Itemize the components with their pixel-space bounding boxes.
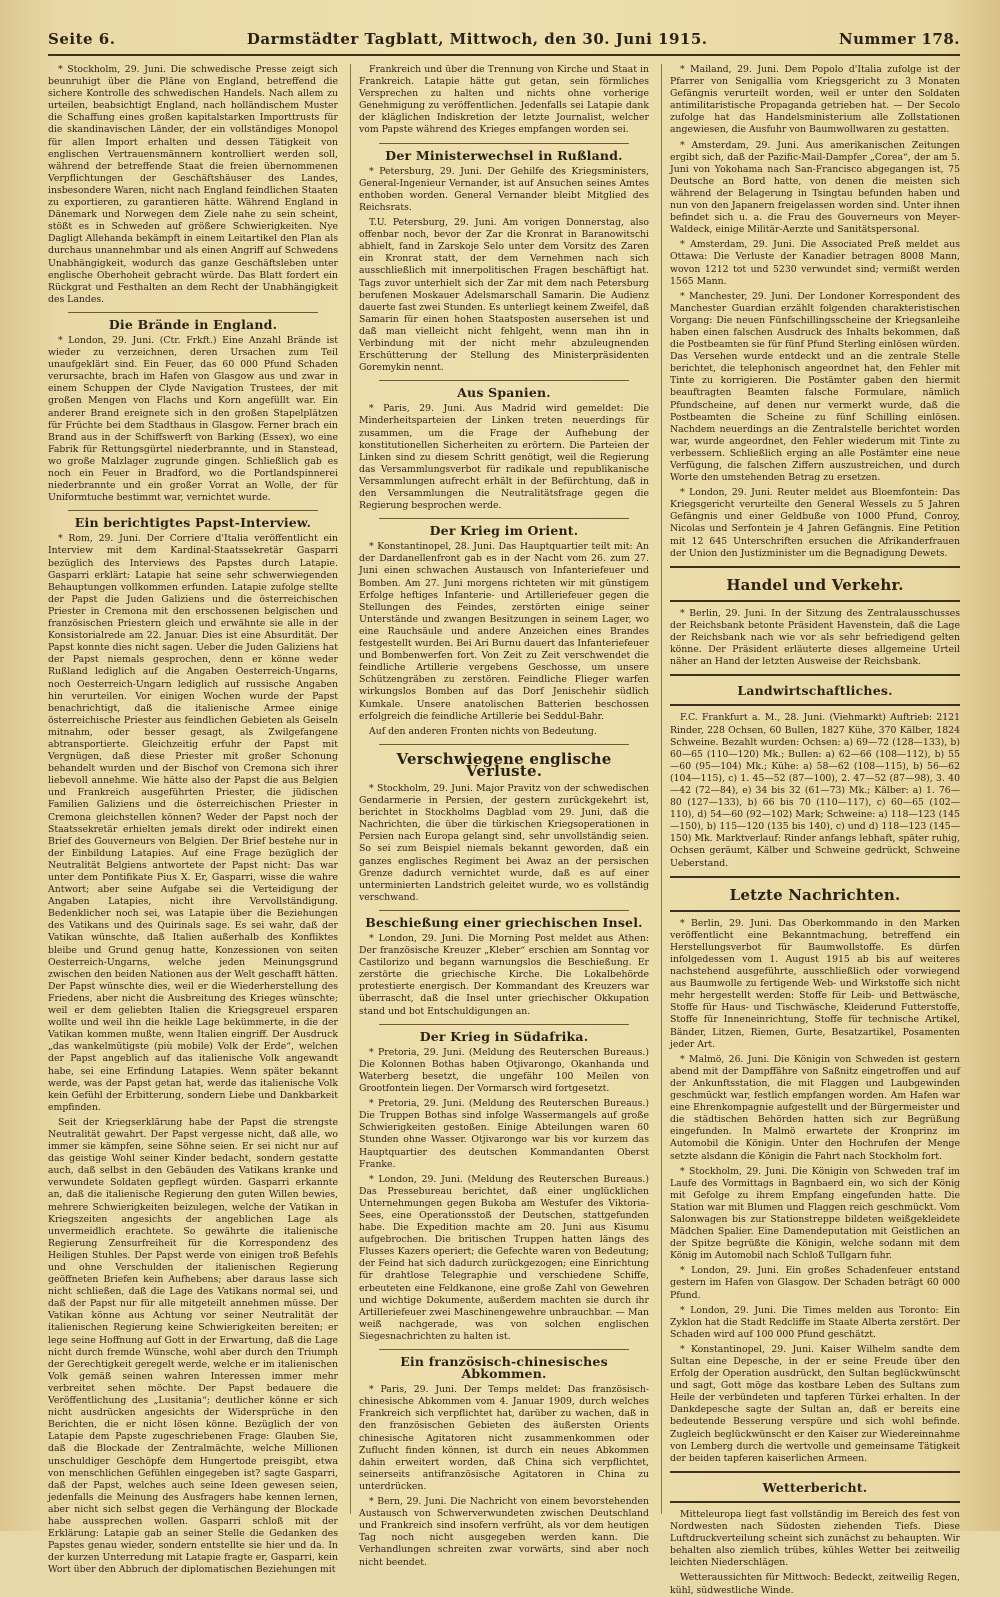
divider [379,518,629,519]
headline-latest-news: Letzte Nachrichten. [729,885,901,904]
article-petersburg-2: T.U. Petersburg, 29. Juni. Am vorigen Donnerstag, also offenbar noch, bevor der Zar die Kronrat in Baranowitschi abhielt, fand in Zarskoje Selo unter dem Vorsitz des Zaren ein Kronrat statt, der dem Vernehmen nach sich ausschließlich mit innerpolitischen Fragen beschäftigt hat. Tags zuvor unterhielt sich der Zar mit dem nach Petersburg berufenen Moskauer Adelsmarschall Samarin. Die Audienz dauerte fast zwei Stunden. Es unterliegt keinem Zweifel, daß Samarin für einen hohen Staatsposten ausersehen ist und daß man vielleicht nicht fehlgeht, wenn man ihn in Verbindung mit der nicht mehr abzuleugnenden Erschütterung der Stellung des Ministerpräsidenten Goremykin nennt. [359,217,649,374]
article-amsterdam-corea: * Amsterdam, 29. Juni. Aus amerikanischen Zeitungen ergibt sich, daß der Pazific-Mail-Dampfer „Corea“, der am 5. Juni von Yokohama nach San-Francisco abgegangen ist, 75 Deutsche an Bord hatte, von denen die meisten sich während der Belagerung in Tsingtau befunden haben und nun von den Japanern freigelassen worden sind. Unter ihnen befindet sich u. a. die Frau des Gouverneurs von Meyer-Waldeck, einige Militär-Aerzte und Sanitätspersonal. [670,139,960,236]
article-berlin-reichsbank: * Berlin, 29. Juni. In der Sitzung des Zentralausschusses der Reichsbank betonte Präsident Havenstein, daß die Lage der Reichsbank nach wie vor als sehr befriedigend gelten könne. Der Präsident erläuterte dieses allgemeine Urteil näher an Hand der letzten Ausweise der Reichsbank. [670,607,960,668]
article-pretoria-2: * Pretoria, 29. Juni. (Meldung des Reuterschen Bureaus.) Die Truppen Bothas sind infolge Wassermangels auf große Schwierigkeiten gestoßen. Einige Abteilungen waren 60 Stunden ohne Wasser. Otjivarongo war bis vor kurzem das Hauptquartier des deutschen Kommandanten Oberst Franke. [359,1098,649,1170]
article-rome-continuation: Frankreich und über die Trennung von Kirche und Staat in Frankreich. Latapie hätte gut getan, sein förmliches Versprechen zu halten und nichts ohne vorherige Genehmigung zu veröffentlichen. Jedenfalls sei Latapie dank der kläglichen Indiskretion der letzte Journalist, welcher vom Papste während des Krieges empfangen worden sei. [359,64,649,136]
article-stockholm-queen: * Stockholm, 29. Juni. Die Königin von Schweden traf im Laufe des Vormittags in Bagnbaerd ein, wo sich der König mit Gefolge zu ihrem Empfang eingefunden hatte. Die Station war mit Blumen und Flaggen reich geschmückt. Vom Salonwagen bis zur Stationstreppe bildeten weißgekleidete Mädchen Spalier. Eine Damendeputation mit Geistlichen an der Spitze begrüßte die Königin, welche sodann mit dem König im Automobil nach Schloß Tullgarn fuhr. [670,1165,960,1262]
headline-greek-island: Beschießung einer griechischen Insel. [365,914,643,930]
divider [379,1349,629,1350]
article-rome-interview-cont: Seit der Kriegserklärung habe der Papst die strengste Neutralität gewahrt. Der Papst vergesse nicht, daß alle, wo immer sie kämpfen, seine Söhne seien. Er sei nicht nur auf das geistige Wohl seiner Kinder bedacht, sondern gestatte auch, daß selbst in den Gebäuden des Vatikans kranke und verwundete Soldaten gepflegt würden. Gasparri erkannte an, daß die italienische Regierung den guten Willen bewies, mehrere Schwierigkeiten beizulegen, welche der Vatikan in Kriegszeiten angesichts der angeblichen Lage als unvermeidlich erachtete. So gewährte die italienische Regierung Zensurfreiheit für die Korrespondenz des Heiligen Stuhles. Der Papst werde von einigen troß Befehls und ohne Verschulden der italienischen Regierung geöffneten Briefen kein Aufhebens; aber daraus lasse sich nicht schließen, daß die Lage des Vatikans normal sei, und daß der Papst nur für alle mitgeteilt annehmen müsse. Der Vatikan könne aus Achtung vor seiner Neutralität der italienischen Regierung keine Schwierigkeiten bereiten; er lege seine Hoffnung auf Gott in der Erwartung, daß die Lage nicht durch fremde Wünsche, wohl aber durch den Triumph der Gerechtigkeit geregelt werde, welche er im italienischen Volk gemäß seinen wahren Interessen immer mehr verbreitet sehen möchte. Der Papst bedauere die Veröffentlichung des „Lusitania“; deutlicher könne er sich nicht ausdrücken angesichts der Widersprüche in den Berichten, die er nicht lösen könne. Bezüglich der von Latapie dem Papste zugeschriebenen Frage: Glauben Sie, daß die Blockade der Zentralmächte, welche Millionen unschuldiger Geschöpfe dem Hungertode preisgibt, etwa von menschlichen Gefühlen eingegeben ist? sagte Gasparri, daß der Papst, welches auch seine Ideen gewesen seien, jedenfalls die Meinung des Ausfragers habe kennen lernen, aber nicht sich selbst gegen die Verhängung der Blockade habe aussprechen wollen. Gasparri schloß mit der Erklärung: Latapie gab an seiner Stelle die Gedanken des Papstes genau wieder, sondern entstellte sie hier und da. In der kurzen Unterredung mit Latapie fragte er, Gasparri, kein Wort über den Abbruch der diplomatischen Beziehungen mit [48,1116,338,1576]
divider [68,510,318,511]
divider [379,1024,629,1025]
headline-trade: Handel und Verkehr. [726,575,904,594]
headline-weather: Wetterbericht. [762,1479,868,1495]
article-pretoria-1: * Pretoria, 29. Juni. (Meldung des Reuterschen Bureaus.) Die Kolonnen Bothas haben Otjivarongo, Okanhanda und Waterberg besetzt, die ungefähr 100 Meilen von Grootfontein liegen. Der Vormarsch wird fortgesetzt. [359,1046,649,1095]
column-1 [48,64,338,1576]
divider [379,143,629,144]
article-weather: Mitteleuropa liegt fast vollständig im Bereich des fest von Nordwesten nach Südosten ziehenden Tiefs. Diese Luftdruckverteilung scheint sich zunächst zu behaupten. Wir behalten also ziemlich trübes, kühles Wetter bei zeitweilig leichten Niederschlägen. [670,1508,960,1569]
headline-franco-chinese: Ein französisch-chinesisches Abkommen. [400,1354,608,1382]
page-number: Seite 6. [48,30,116,48]
article-paris-madrid: * Paris, 29. Juni. Aus Madrid wird gemeldet: Die Minderheitsparteien der Linken treten neuerdings für zusammen, um die Frage der Aufhebung der konstitutionellen Sicherheiten zu erörtern. Die Parteien der Linken sind zu diesem Schritt genötigt, weil die Regierung das Versammlungsverbot für radikale und republikanische Versammlungen aufrecht erhält in der Befürchtung, daß in den Versammlungen die Neutralitätsfrage gegen die Regierung besprochen werde. [359,403,649,512]
divider [379,910,629,911]
headline-russia-ministers: Der Ministerwechsel in Rußland. [385,147,623,163]
article-milan: * Mailand, 29. Juni. Dem Popolo d'Italia zufolge ist der Pfarrer von Senigallia vom Kriegsgericht zu 3 Monaten Gefängnis verurteilt worden, weil er unter den Soldaten antimilitaristische Propaganda getrieben hat. — Der Secolo zufolge hat das Handelsministerium alle Zollstationen angewiesen, die Ausfuhr von Baumwollwaren zu gestatten. [670,64,960,136]
section-agriculture [670,674,960,706]
divider [68,312,318,313]
article-constantinople-end: Auf den anderen Fronten nichts von Bedeutung. [369,725,597,737]
headline-orient-war: Der Krieg im Orient. [429,523,579,539]
headline-agriculture: Landwirtschaftliches. [737,683,893,699]
columns [48,64,960,1596]
article-london-bloemfontein: * London, 29. Juni. Reuter meldet aus Bloemfontein: Das Kriegsgericht verurteilte den General Wessels zu 5 Jahren Gefängnis und einer Geldbuße von 1000 Pfund, Conroy, Nicolas und Serfontein je 4 Jahren Gefängnis. Eine Petition mit 12 645 Unterschriften ersuchen die Afrikanderfrauen der Union den Justizminister um die Begnadigung Dewets. [670,487,960,559]
article-london-glasgow: * London, 29. Juni. Ein großes Schadenfeuer entstand gestern im Hafen von Glasgow. Der Schaden beträgt 60 000 Pfund. [670,1265,960,1301]
article-constantinople: * Konstantinopel, 28. Juni. Das Hauptquartier teilt mit: An der Dardanellenfront gab es in der Nacht vom 26. zum 27. Juni einen schwachen Austausch von Infanteriefeuer und Bomben. Am 27. Juni morgens richteten wir mit günstigem Erfolge heftiges Infanterie- und Artilleriefeuer gegen die Stellungen des Feindes, zerstörten einige seiner Unterstände und zwangen Besitzungen in seinem Lager, wo eine Rauchsäule und andere Anzeichen eines Brandes festgestellt wurden. Bei Ari Burnu dauert das Infanteriefeuer und Bombenwerfen fort. Von Zeit zu Zeit verschwendet die feindliche Artillerie vergebens Geschosse, um unsere Schützengräben zu zerstören. Feindliche Flieger warfen wirkungslos Bomben auf das Dorf Jenischehir südlich Kumkale. Unsere anatolischen Batterien beschossen erfolgreich die feindliche Artillerie bei Seddul-Bahr. [359,541,649,722]
section-latest [670,876,960,912]
article-london-bukoba: * London, 29. Juni. (Meldung des Reuterschen Bureaus.) Das Pressebureau berichtet, daß einer unglücklichen Unternehmungen gegen Bukoba am Westufer des Viktoria-Sees, eine Operationsstoß der Deutschen, stattgefunden habe. Die Expedition machte am 20. Juni aus Kisumu aufgebrochen. Die britischen Truppen hatten längs des Flusses Kazers operiert; die Gefechte waren von Bedeutung; der Feind hat sich dadurch zurückgezogen; eine Einrichtung für drahtlose Telegraphie und verschiedene Schiffe, erbeuteten eine Feldkanone, eine große Zahl von Gewehren und wichtige Dokumente, außerdem machten sie durch ihr Artilleriefeuer zwei Maschinengewehre unbrauchbar. — Man weiß nachgerade, was von solchen englischen Siegesnachrichten zu halten ist. [359,1173,649,1342]
column-2 [350,64,649,1568]
article-malmo: * Malmö, 26. Juni. Die Königin von Schweden ist gestern abend mit der Dampffähre von Saßnitz eingetroffen und auf der Ankunftsstation, die mit Flaggen und Laubgewinden geschmückt war, festlich empfangen worden. Am Hafen war eine Ehrenkompagnie aufgestellt und der Bürgermeister und die städtischen Behörden hatten sich zur Begrüßung eingefunden. In Malmö erwartete der Kronprinz im Automobil die Königin. Unter den Hochrufen der Menge setzte alsdann die Königin die Fahrt nach Stockholm fort. [670,1053,960,1162]
issue-number: Nummer 178. [838,30,960,48]
headline-english-losses: Verschwiegene englische Verluste. [396,749,612,780]
article-constantinople-kaiser: * Konstantinopel, 29. Juni. Kaiser Wilhelm sandte dem Sultan eine Depesche, in der er seine Freude über den Erfolg der Operation ausdrückt, den Sultan beglückwünscht und sagt, Gott möge das kostbare Leben des Sultans zum Heile der verbündeten und tapferen Türkei erhalten. In der Dankdepesche sagte der Sultan an, daß er bereits eine bedeutende Besserung verspüre und sich wohl befinde. Zugleich beglückwünscht er den Kaiser zur Wiedereinnahme von Lemberg durch die wertvolle und gemeinsame Tätigkeit der beiden tapferen kaiserlichen Armeen. [670,1343,960,1464]
headline-fires-england: Die Brände in England. [108,316,278,332]
masthead [48,30,960,56]
article-london-fires: * London, 29. Juni. (Ctr. Frkft.) Eine Anzahl Brände ist wieder zu verzeichnen, deren Ursachen zum Teil unaufgeklärt sind. Ein Feuer, das 60 000 Pfund Schaden verursachte, brach im Hafen von Glasgow aus und zwar in einem Schuppen der Clyde Navigation Trustees, der mit großen Mengen von Flachs und Korn angefüllt war. Ein anderer Brand ereignete sich in den großen Stapelplätzen für Früchte bei dem Stadthaus in Glasgow. Ferner brach ein Brand aus in der Schiffswerft von Barking (Essex), wo eine Fabrik für Rettungsgürtel niederbrannte, und in Stanstead, wo große Malzlager zugrunde gingen. Schließlich gab es noch ein Feuer in Bradford, wo die Portlandspinnerei niederbrannte und ein großer Vorrat an Wolle, der für Uniformtuche bestimmt war, vernichtet wurde. [48,334,338,504]
article-rome-interview: * Rom, 29. Juni. Der Corriere d'Italia veröffentlicht ein Interview mit dem Kardinal-Staatssekretär Gasparri bezüglich des Interviews des Papstes durch Latapie. Gasparri erklärt: Latapie hat seine sehr schwerwiegenden Behauptungen vollkommen erfunden. Latapie zufolge stellte der Papst die Juden Galiziens und die österreichischen Priester in Cremona mit den erschossenen belgischen und französischen Priestern gleich und erwähnte sie alle in der Konsistorialrede am 22. Januar. Dies ist eine Absurdität. Der Papst konnte dies nicht sagen. Ueber die Juden Galiziens hat der Papst niemals gesprochen, denn er könne weder Rußland lediglich auf die Angaben Oesterreich-Ungarns, noch Oesterreich-Ungarn lediglich auf russische Angaben hin verurteilen. Vor einigen Wochen wurde der Papst benachrichtigt, daß die italienische Armee einige österreichische Priester aus feindlichen Gebieten als Geiseln mitnahm, oder besser gesagt, als Zwilgefangene abtransportierte. Gleichzeitig erfuhr der Papst mit Vergnügen, daß diese Priester mit großer Schonung behandelt wurden und der Bischof von Cremona sich ihrer liebevoll annehme. Wie hätte also der Papst die aus Belgien und Frankreich ausgeführten Priester, die jüdischen Familien Galiziens und die österreichischen Priester in Cremona gleichstellen können? Weder der Papst noch der Staatssekretär erhielten jemals direkt oder indirekt einen Brief des Gouverneurs von Belgien. Der Brief bestehe nur in der Einbildung Latapies. Auf eine Frage bezüglich der Neutralität Belgiens antwortete der Papst nicht: Das war unter dem Pontifikate Pius X. Er, Gasparri, wisse die wahre Antwort; aber seine Aufgabe sei die Verteidigung der Angaben Latapies, nicht ihre Vervollständigung. Bedenklicher noch sei, was Latapie über die Beziehungen des Vatikans und des Quirinals sage. Es sei wahr, daß der Vatikan wünschte, daß Italien außerhalb des Konfliktes bleibe und Grund genug hatte, Konzessionen von seiten Oesterreich-Ungarns, welche jeden Meinungsgrund zwischen den beiden Nationen aus der Welt geschafft hätten. Der Papst wünschte dies, weil er die Wiederherstellung des Friedens, aber nicht die Ausbreitung des Krieges wünschte; weil er dem geliebten Italien die Kriegsgreuel ersparen wollte und weil ihn die heikle Lage bekümmerte, in die der Vatikan kommen mußte, wenn Italien eingriff. Der Ausdruck „das wankelmütigste (più mobile) Volk der Erde“, welchen der Papst angeblich auf das italienische Volk angewandt habe, sei eine Erfindung Latapies. Wenn später bekannt werde, was der Papst getan hat, werde das italienische Volk kein Gefühl der Erbitterung, sondern Liebe und Dankbarkeit empfinden. [48,533,338,1113]
article-london-athens: * London, 29. Juni. Die Morning Post meldet aus Athen: Der französische Kreuzer „Kleber“ erschien am Sonntag vor Castilorizo und begann warnungslos die Beschießung. Er zerstörte die griechische Kirche. Die Lokalbehörde protestierte energisch. Der Kommandant des Kreuzers war überrascht, daß die Insel unter griechischer Okkupation stand und bot Entschuldigungen an. [359,933,649,1017]
article-london-toronto: * London, 29. Juni. Die Times melden aus Toronto: Ein Zyklon hat die Stadt Redcliffe im Staate Alberta zerstört. Der Schaden wird auf 100 000 Pfund geschätzt. [670,1304,960,1340]
newspaper-title: Darmstädter Tagblatt, Mittwoch, den 30. Juni 1915. [246,30,708,48]
article-petersburg-1: * Petersburg, 29. Juni. Der Gehilfe des Kriegsministers, General-Ingenieur Vernander, ist auf Ansuchen seines Amtes enthoben worden. General Vernander bleibt Mitglied des Reichsrats. [359,165,649,213]
article-stockholm-losses: * Stockholm, 29. Juni. Major Pravitz von der schwedischen Gendarmerie in Persien, der gestern zurückgekehrt ist, berichtet in Stockholms Dagblad vom 29. Juni, daß die Nachrichten, die über die türkischen Kriegsoperationen in Persien nach Europa gelangt sind, sehr unvollständig seien. So sei zum Beispiel niemals bekannt geworden, daß ein ganzes englisches Regiment bei Awaz an der persischen Grenze dadurch vernichtet wurde, daß es auf einer unterminierten Landstrich geleitet wurde, wo es vollständig verschwand. [359,782,649,903]
headline-south-africa: Der Krieg in Südafrika. [419,1028,589,1044]
article-berlin-cotton: * Berlin, 29. Juni. Das Oberkommando in den Marken veröffentlicht eine Bekanntmachung, betreffend ein Herstellungsverbot für Baumwollstoffe. Es dürfen infolgedessen vom 1. August 1915 ab bis auf weiteres nachstehend ausgeführte, ausschließlich oder vorwiegend aus Baumwolle zu fertigende Web- und Wirkstoffe sich nicht mehr hergestellt werden: Stoffe für Leib- und Bettwäsche, Stoffe für Haus- und Tischwäsche, Kleiderund Futterstoffe, Stoffe für Inneneinrichtung, Stoffe für technische Artikel, Bänder, Litzen, Riemen, Gurte, Besatzartikel, Posamenten jeder Art. [670,917,960,1050]
column-3 [661,64,960,1596]
headline-pope-interview: Ein berichtigtes Papst-Interview. [74,515,312,531]
headline-spain: Aus Spanien. [457,385,551,401]
article-stockholm-trade: * Stockholm, 29. Juni. Die schwedische Presse zeigt sich beunruhigt über die Pläne von England, betreffend die sichere Kontrolle des schwedischen Handels. Nach allem zu urteilen, beabsichtigt England, nach holländischem Muster die Schaffung eines großen kapitalstarken Importtrusts für die skandinavischen Länder, der ein vollständiges Monopol für allen Import erhalten und dessen Tätigkeit von englischen Vertrauensmännern kontrolliert werden soll, während der betreffende Staat die freien übernommenen Verpflichtungen der Geschäftshäuser des Landes, insbesondere Waren, nicht nach England feindlichen Staaten zu exportieren, zu garantieren hätte. Während England in Dänemark und Norwegen dem Ziele nahe zu sein scheint, stößt es in Schweden auf größere Schwierigkeiten. Nye Dagligt Allehanda bekämpft in einem Leitartikel den Plan als durchaus unannehmbar und als einen Angriff auf Schwedens Unabhängigkeit, wodurch das ganze Geschäftsleben unter englische Oberhoheit gebracht würde. Das Blatt fordert ein Rückgrat und Festhalten an dem Recht der Unabhängigkeit des Landes. [48,64,338,305]
article-frankfurt-cattle: F.C. Frankfurt a. M., 28. Juni. (Viehmarkt) Auftrieb: 2121 Rinder, 228 Ochsen, 60 Bullen, 1827 Kühe, 370 Kälber, 1824 Schweine. Bezahlt wurden: Ochsen: a) 69—72 (128—133), b) 60—65 (110—120) Mk.; Bullen: a) 62—66 (108—112), b) 55—60 (95—104) Mk.; Kühe: a) 58—62 (108—115), b) 56—62 (104—115), c) 1. 45—52 (87—100), 2. 47—52 (87—98), 3. 40—42 (72—84), e) 34 bis 32 (61—73) Mk.; Kälber: a) 1. 76—80 (127—133), b) 66 bis 70 (110—117), c) 60—65 (102—110), d) 54—60 (92—102) Mark; Schweine: a) 118—123 (145—150), b) 115—120 (135 bis 140), c) und d) 118—123 (145—150) Mk. Marktverlauf: Rinder anfangs lebhaft, später ruhig, Ochsen geräumt, Kälber und Schweine gedrückt, Schweine Ueberstand. [670,712,960,869]
article-manchester: * Manchester, 29. Juni. Der Londoner Korrespondent des Manchester Guardian erzählt folgenden charakteristischen Vorgang: Die neuen Fünfschillingsscheine der Kriegsanleihe haben einen falschen Ausdruck des Inhalts bekommen, daß die Postbeamten sie für fünf Pfund Sterling einlösen würden. Das Versehen wurde entdeckt und an die zentrale Stelle berichtet, die telephonisch angeordnet hat, den Fehler mit Tinte zu korrigieren. Die Postämter gaben den hiermit beauftragten Beamten falsche Formulare, nämlich Pfundscheine, auf denen nur vermerkt wurde, daß die Postbeamten die Scheine zu fünf Schilling einlösen. Nachdem neuerdings an die Zentralstelle berichtet worden war, wurde angeordnet, den Fehler wiederum mit Tinte zu verbessern. Schließlich erging an alle Postämter eine neue Verfügung, die falschen Ziffern auszustreichen, und durch Worte den umstehenden Betrag zu ersetzen. [670,290,960,484]
section-weather [670,1471,960,1503]
divider [379,380,629,381]
article-weather-outlook: Wetteraussichten für Mittwoch: Bedeckt, zeitweilig Regen, kühl, südwestliche Winde. [670,1572,960,1596]
article-paris-temps: * Paris, 29. Juni. Der Temps meldet: Das französisch-chinesische Abkommen vom 4. Januar 1909, durch welches Frankreich sich verpflichtet hat, darüber zu wachen, daß in den französischen Gebieten des äußersten Orients chinesische Agitatoren nicht zusammenkommen oder Zuflucht finden können, ist durch ein neues Abkommen dahin erweitert worden, daß China sich verpflichtet, seinerseits antifranzösische Agitatoren in China zu unterdrücken. [359,1384,649,1492]
section-trade [670,566,960,602]
divider [379,744,629,745]
article-bern: * Bern, 29. Juni. Die Nachricht von einem bevorstehenden Austausch von Schwerverwundeten zwischen Deutschland und Frankreich sind insofern verfrüht, als vor dem heutigen Tag noch nicht ausgegeben werden kann. Die Verhandlungen schreiten zwar vorwärts, sind aber noch nicht beendet. [359,1496,649,1568]
article-amsterdam-ottawa: * Amsterdam, 29. Juni. Die Associated Preß meldet aus Ottawa: Die Verluste der Kanadier betragen 8008 Mann, wovon 1212 tot und 5230 verwundet sind; vermißt werden 1565 Mann. [670,239,960,287]
